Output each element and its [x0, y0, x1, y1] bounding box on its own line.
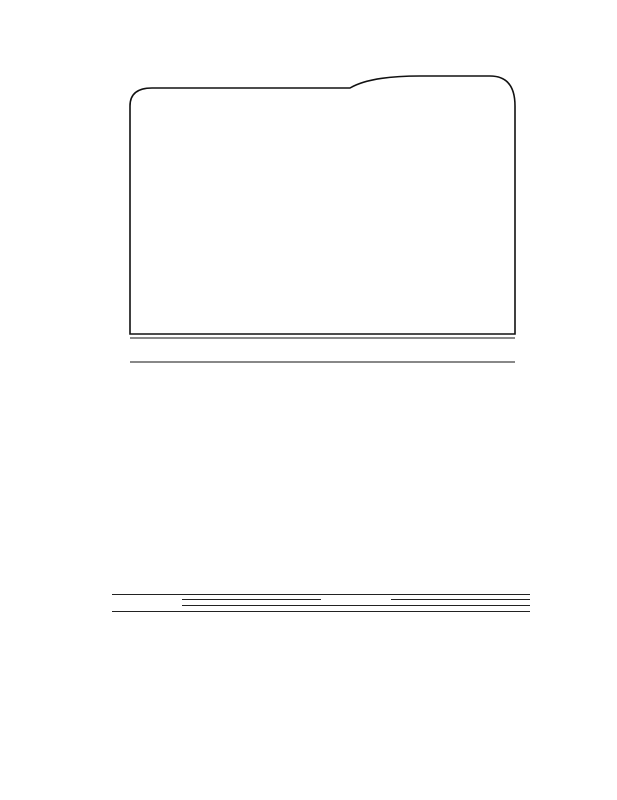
- header-steam-condition: [112, 595, 182, 606]
- table-row: [112, 608, 530, 612]
- figure-caption: [104, 426, 548, 445]
- body-paragraph: [74, 478, 546, 497]
- steam-velocity-table: [112, 594, 530, 612]
- chart-border: [130, 76, 515, 334]
- spitzglass-chart-figure: [120, 66, 520, 402]
